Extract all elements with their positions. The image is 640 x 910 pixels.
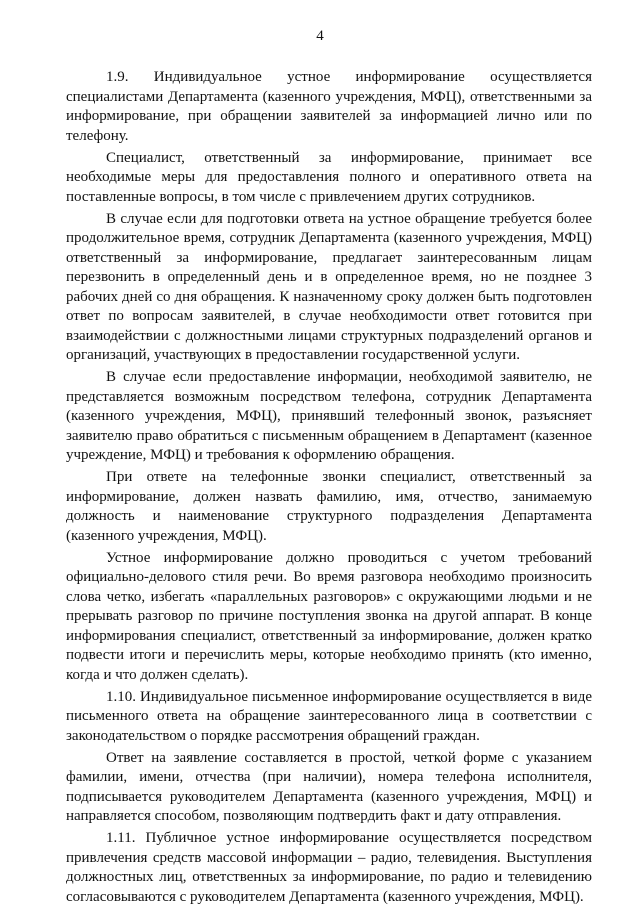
paragraph-1-11: 1.11. Публичное устное информирование осуществляется посредством привлечения средств массовой информации – радио, телевидения. Выступления должностных лиц, ответственных за информирование, по радио и телевидению согласовываются с руководителем Департамента (казенного учреждения, МФЦ).: [66, 830, 592, 905]
paragraph-written-appeal: В случае если предоставление информации, необходимой заявителю, не представляется возможным посредством телефона, сотрудник Департамента (казенного учреждения, МФЦ), принявший телефонный звонок, разъясняет заявителю право обратиться с письменным обращением в Департамент (казенное учреждение, МФЦ) и требования к оформлению обращения.: [66, 369, 592, 463]
page-number: 4: [316, 28, 324, 44]
paragraph-specialist-measures: Специалист, ответственный за информирование, принимает все необходимые меры для предоставления полного и оперативного ответа на поставленные вопросы, в том числе с привлечением других сотрудников.: [66, 149, 592, 205]
paragraph-speech-style: Устное информирование должно проводиться с учетом требований официально-делового стиля речи. Во время разговора необходимо произносить слова четко, избегать «параллельных разговоров» с окружающими людьми и не прерывать разговор по причине поступления звонка на другой аппарат. В конце информирования специалист, ответственный за информирование, должен кратко подвести итоги и перечислить меры, которые необходимо принять (кто именно, когда и что должен сделать).: [66, 549, 592, 683]
paragraph-phone-answer: При ответе на телефонные звонки специалист, ответственный за информирование, должен назвать фамилию, имя, отчество, занимаемую должность и наименование структурного подразделения Департамента (казенного учреждения, МФЦ).: [66, 469, 592, 544]
paragraph-callback: В случае если для подготовки ответа на устное обращение требуется более продолжительное время, сотрудник Департамента (казенного учреждения, МФЦ) ответственный за информирование, предлагает заинтересованным лицам перезвонить в определенный день и в определенное время, но не позднее 3 рабочих дней со дня обращения. К назначенному сроку должен быть подготовлен ответ по вопросам заявителей, в случае необходимости ответ готовится при взаимодействии с должностными лицами структурных подразделений органов и организаций, участвующих в предоставлении государственной услуги.: [66, 210, 592, 363]
paragraph-response-form: Ответ на заявление составляется в простой, четкой форме с указанием фамилии, имени, отчества (при наличии), номера телефона исполнителя, подписывается руководителем Департамента (казенного учреждения, МФЦ) и направляется способом, позволяющим подтвердить факт и дату отправления.: [66, 749, 592, 824]
paragraph-1-9: 1.9. Индивидуальное устное информирование осуществляется специалистами Департамента (казенного учреждения, МФЦ), ответственными за информирование, при обращении заявителей за информацией лично или по телефону.: [66, 69, 592, 144]
document-body: [66, 68, 592, 910]
paragraph-1-10: 1.10. Индивидуальное письменное информирование осуществляется в виде письменного ответа на обращение заинтересованного лица в соответствии с законодательством о порядке рассмотрения обращений граждан.: [66, 688, 592, 744]
